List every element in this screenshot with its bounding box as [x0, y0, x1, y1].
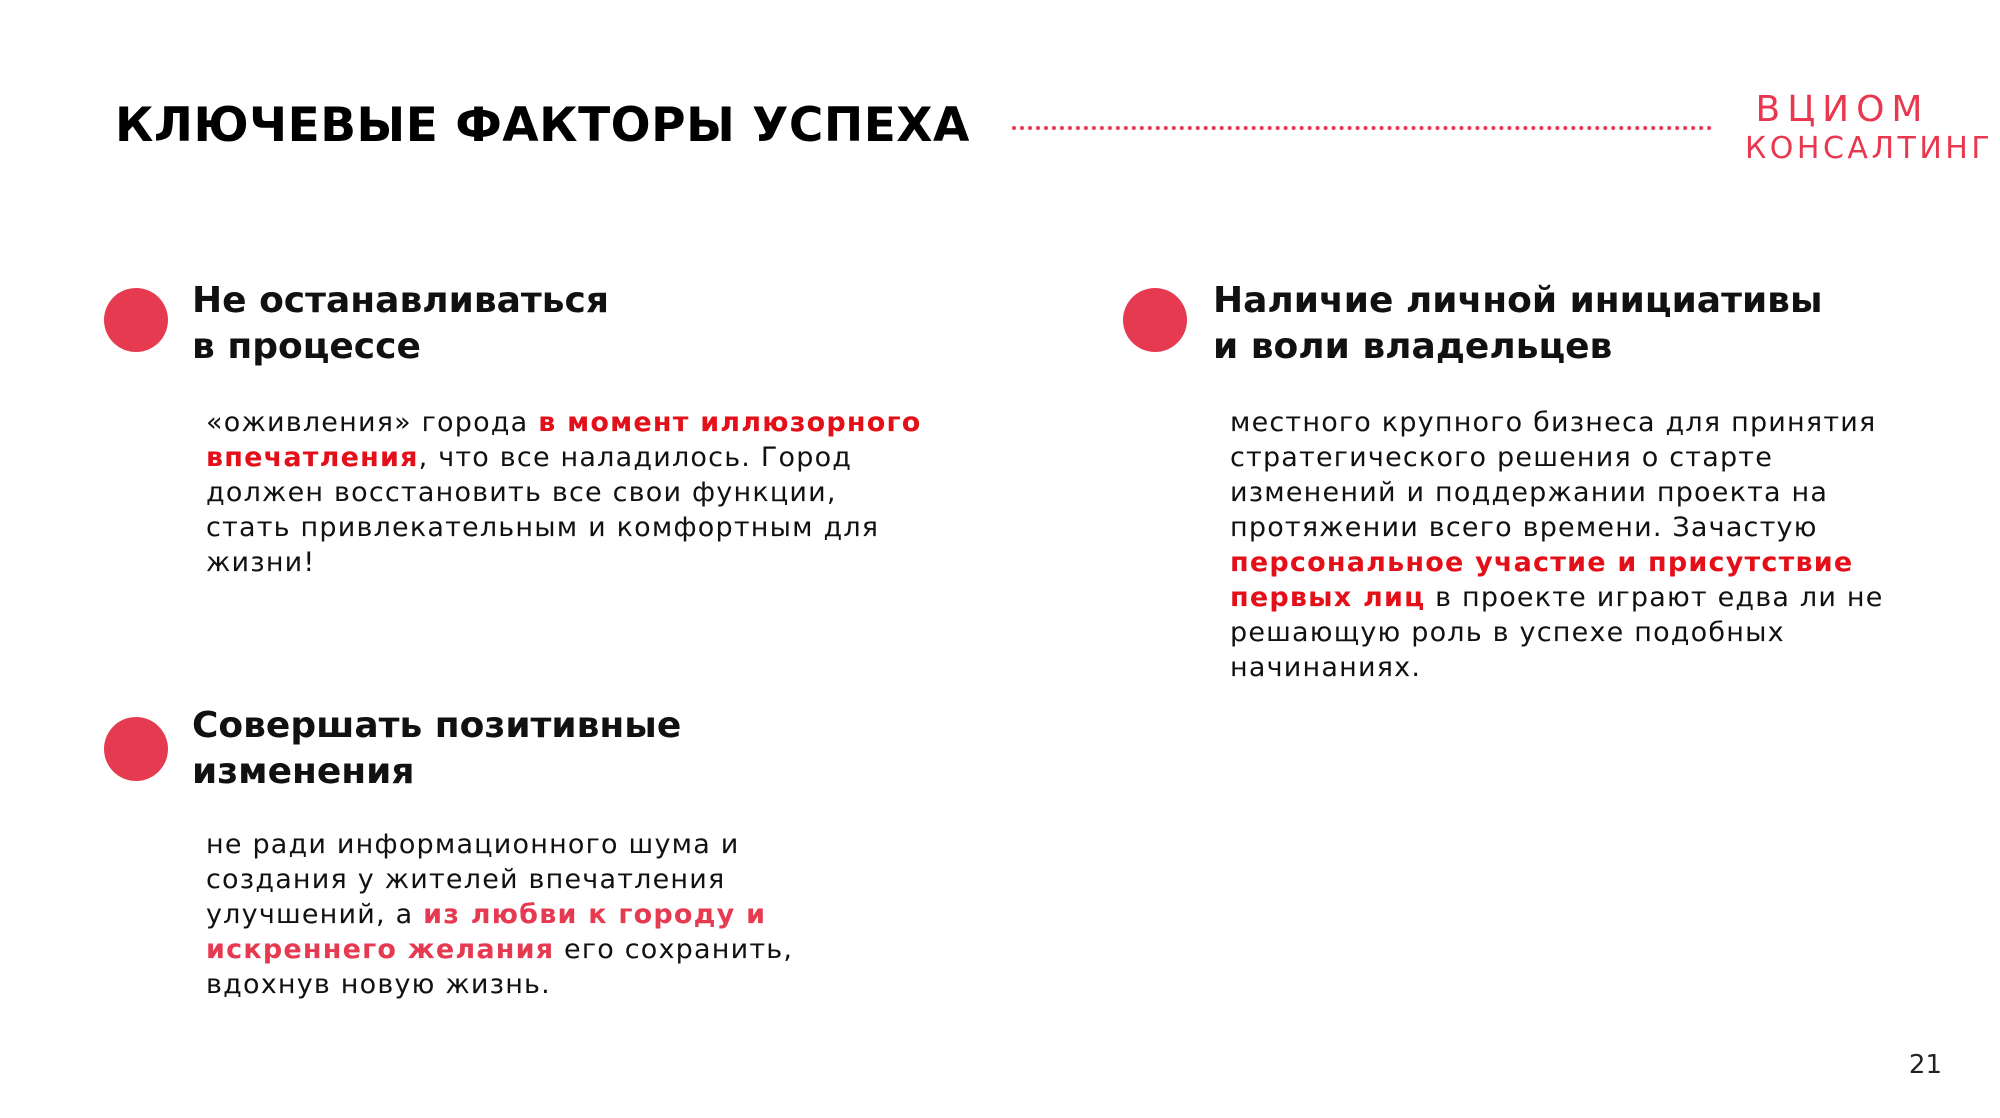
factor-2-heading-line-2: изменения — [192, 751, 415, 792]
factor-3-body-text: местного крупного бизнеса для принятия стратегического решения о старте изменений и поддержании проекта на протяжении всего времени. Зачастую — [1230, 407, 1877, 543]
factor-3-heading-line-2: и воли владельцев — [1213, 326, 1613, 367]
factor-2-heading — [192, 703, 681, 795]
factor-3-body-text-end: в проекте играют едва ли не решающую роль в успехе подобных начинаниях. — [1230, 582, 1884, 683]
logo-line-1: ВЦИОМ — [1755, 89, 1930, 130]
title-dotted-divider — [1012, 126, 1712, 130]
factor-1-body-text: «оживления» города — [206, 407, 539, 438]
page-number: 21 — [1908, 1050, 1942, 1080]
factor-2-body-highlight: из любви к городу и искреннего желания — [206, 899, 767, 965]
logo-line-2: КОНСАЛТИНГ — [1745, 131, 1994, 166]
bullet-dot-icon — [104, 288, 168, 352]
vciom-consulting-logo — [1745, 89, 1994, 166]
factor-1-heading-line-1: Не останавливаться — [192, 280, 610, 321]
factor-1-heading — [192, 278, 609, 370]
factor-1-body-highlight: в момент иллюзорного впечатления — [206, 407, 922, 473]
factor-2-body-text: не ради информационного шума и создания у жителей впечатления улучшений, а — [206, 829, 740, 930]
factor-1-body — [206, 405, 926, 580]
factor-3-body — [1230, 405, 1910, 685]
factor-3-body-highlight: персональное участие и присутствие первых лиц — [1230, 547, 1854, 613]
factor-3-heading — [1213, 278, 1823, 370]
factor-2-heading-line-1: Совершать позитивные — [192, 705, 682, 746]
factor-1-body-text-end: , что все наладилось. Город должен восстановить все свои функции, стать привлекательным и комфортным для жизни! — [206, 442, 880, 578]
bullet-dot-icon — [104, 717, 168, 781]
page-title: КЛЮЧЕВЫЕ ФАКТОРЫ УСПЕХА — [115, 98, 970, 153]
factor-3-heading-line-1: Наличие личной инициативы — [1213, 280, 1823, 321]
factor-2-body — [206, 827, 826, 1002]
factor-1-heading-line-2: в процессе — [192, 326, 421, 367]
bullet-dot-icon — [1123, 288, 1187, 352]
factor-2-body-text-end: его сохранить, вдохнув новую жизнь. — [206, 934, 794, 1000]
